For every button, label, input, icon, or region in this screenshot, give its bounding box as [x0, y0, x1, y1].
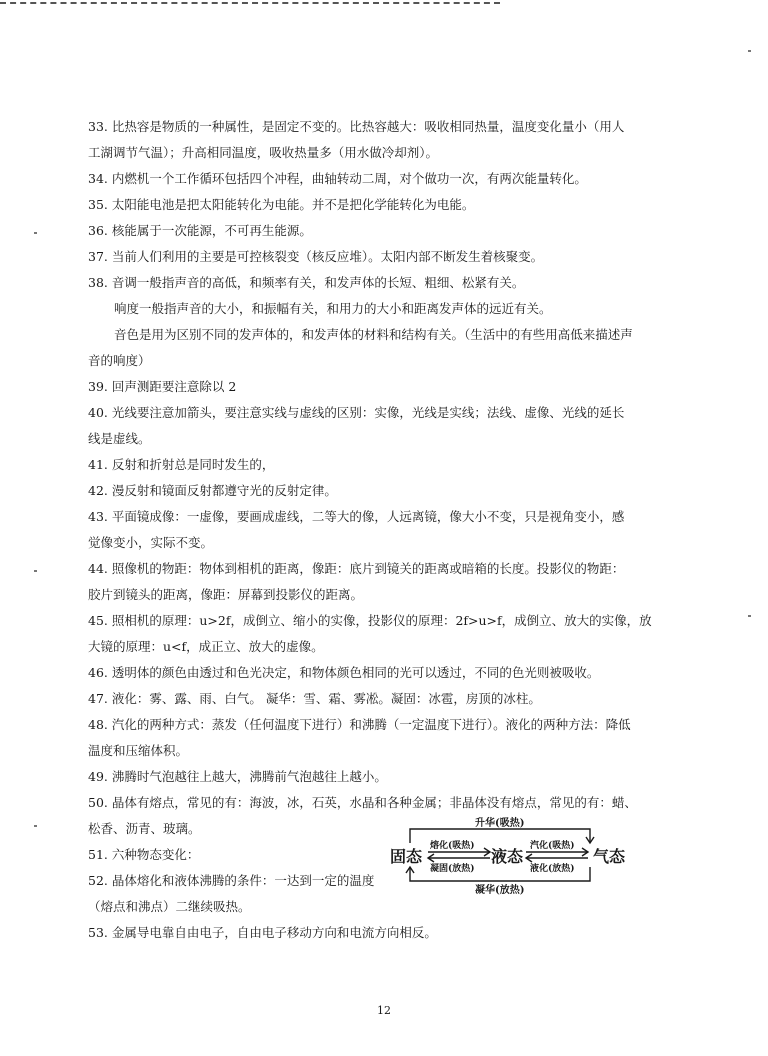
text-line: 音的响度） — [88, 353, 151, 368]
text-line: 43. 平面镜成像：一虚像，要画成虚线，二等大的像，人远离镜，像大小不变，只是视角变小，感 — [88, 509, 625, 524]
text-line: 36. 核能属于一次能源，不可再生能源。 — [88, 223, 312, 238]
sublimation-label: 升华(吸热) — [475, 818, 525, 829]
text-line: 41. 反射和折射总是同时发生的， — [88, 457, 275, 472]
text-line: 线是虚线。 — [88, 431, 151, 446]
text-line: 45. 照相机的原理：u>2f，成倒立、缩小的实像，投影仪的原理：2f>u>f，成倒立、放大的实像，放 — [88, 613, 652, 628]
text-line: 34. 内燃机一个工作循环包括四个冲程，曲轴转动二周，对个做功一次，有两次能量转化。 — [88, 171, 587, 186]
text-line: 51. 六种物态变化： — [88, 847, 200, 862]
scan-top-edge — [0, 2, 500, 4]
text-line: 响度一般指声音的大小，和振幅有关，和用力的大小和距离发声体的远近有关。 — [114, 301, 552, 316]
text-line: 46. 透明体的颜色由透过和色光决定，和物体颜色相同的光可以透过，不同的色光则被吸收。 — [88, 665, 600, 680]
text-line: 39. 回声测距要注意除以 2 — [88, 379, 237, 394]
text-line: 胶片到镜头的距离，像距：屏幕到投影仪的距离。 — [88, 587, 364, 602]
solid-label: 固态 — [390, 847, 423, 866]
scan-speck — [748, 615, 751, 617]
text-line: 40. 光线要注意加箭头，要注意实线与虚线的区别：实像，光线是实线；法线、虚像、光线的延长 — [88, 405, 625, 420]
melting-label: 熔化(吸热) — [430, 841, 475, 851]
text-line: 49. 沸腾时气泡越往上越大，沸腾前气泡越往上越小。 — [88, 769, 387, 784]
text-line: 觉像变小，实际不变。 — [88, 535, 214, 550]
text-line: 47. 液化：雾、露、雨、白气。 凝华：雪、霜、雾凇。凝固：冰雹，房顶的冰柱。 — [88, 691, 541, 706]
text-line: 工湖调节气温）；升高相同温度，吸收热量多（用水做冷却剂）。 — [88, 145, 439, 160]
text-line: 42. 漫反射和镜面反射都遵守光的反射定律。 — [88, 483, 337, 498]
text-line: 温度和压缩体积。 — [88, 743, 189, 758]
text-line: 44. 照像机的物距：物体到相机的距离，像距：底片到镜关的距离或暗箱的长度。投影仪的物距： — [88, 561, 625, 576]
text-line: 33. 比热容是物质的一种属性，是固定不变的。比热容越大：吸收相同热量，温度变化量小（用人 — [88, 119, 625, 134]
text-line: 50. 晶体有熔点，常见的有：海波，冰，石英，水晶和各种金属；非晶体没有熔点，常见的有：蜡、 — [88, 795, 637, 810]
text-line: （熔点和沸点）二继续吸热。 — [88, 899, 251, 914]
text-line: 37. 当前人们利用的主要是可控核裂变（核反应堆）。太阳内部不断发生着核聚变。 — [88, 249, 544, 264]
text-line: 38. 音调一般指声音的高低，和频率有关，和发声体的长短、粗细、松紧有关。 — [88, 275, 525, 290]
text-line: 35. 太阳能电池是把太阳能转化为电能。并不是把化学能转化为电能。 — [88, 197, 475, 212]
text-line: 松香、沥青、玻璃。 — [88, 821, 201, 836]
text-line: 48. 汽化的两种方式：蒸发（任何温度下进行）和沸腾（一定温度下进行）。液化的两种方法：降低 — [88, 717, 631, 732]
scan-speck — [748, 50, 751, 52]
text-line: 52. 晶体熔化和液体沸腾的条件：一达到一定的温度 — [88, 873, 375, 888]
text-line: 音色是用为区别不同的发声体的，和发声体的材料和结构有关。（生活中的有些用高低来描述声 — [114, 327, 633, 342]
state-change-diagram — [390, 815, 630, 895]
page-number: 12 — [377, 1004, 391, 1017]
liquefying-label: 液化(放热) — [530, 864, 575, 874]
text-line: 53. 金属导电靠自由电子，自由电子移动方向和电流方向相反。 — [88, 925, 437, 940]
scan-speck — [34, 232, 37, 234]
scan-speck — [34, 570, 37, 572]
scan-speck — [34, 825, 37, 827]
liquid-label: 液态 — [491, 847, 524, 866]
gas-label: 气态 — [593, 847, 626, 866]
text-line: 大镜的原理：u<f，成正立、放大的虚像。 — [88, 639, 324, 654]
vaporizing-label: 汽化(吸热) — [530, 841, 575, 851]
deposition-label: 凝华(放热) — [475, 885, 525, 895]
solidifying-label: 凝固(放热) — [430, 864, 475, 874]
